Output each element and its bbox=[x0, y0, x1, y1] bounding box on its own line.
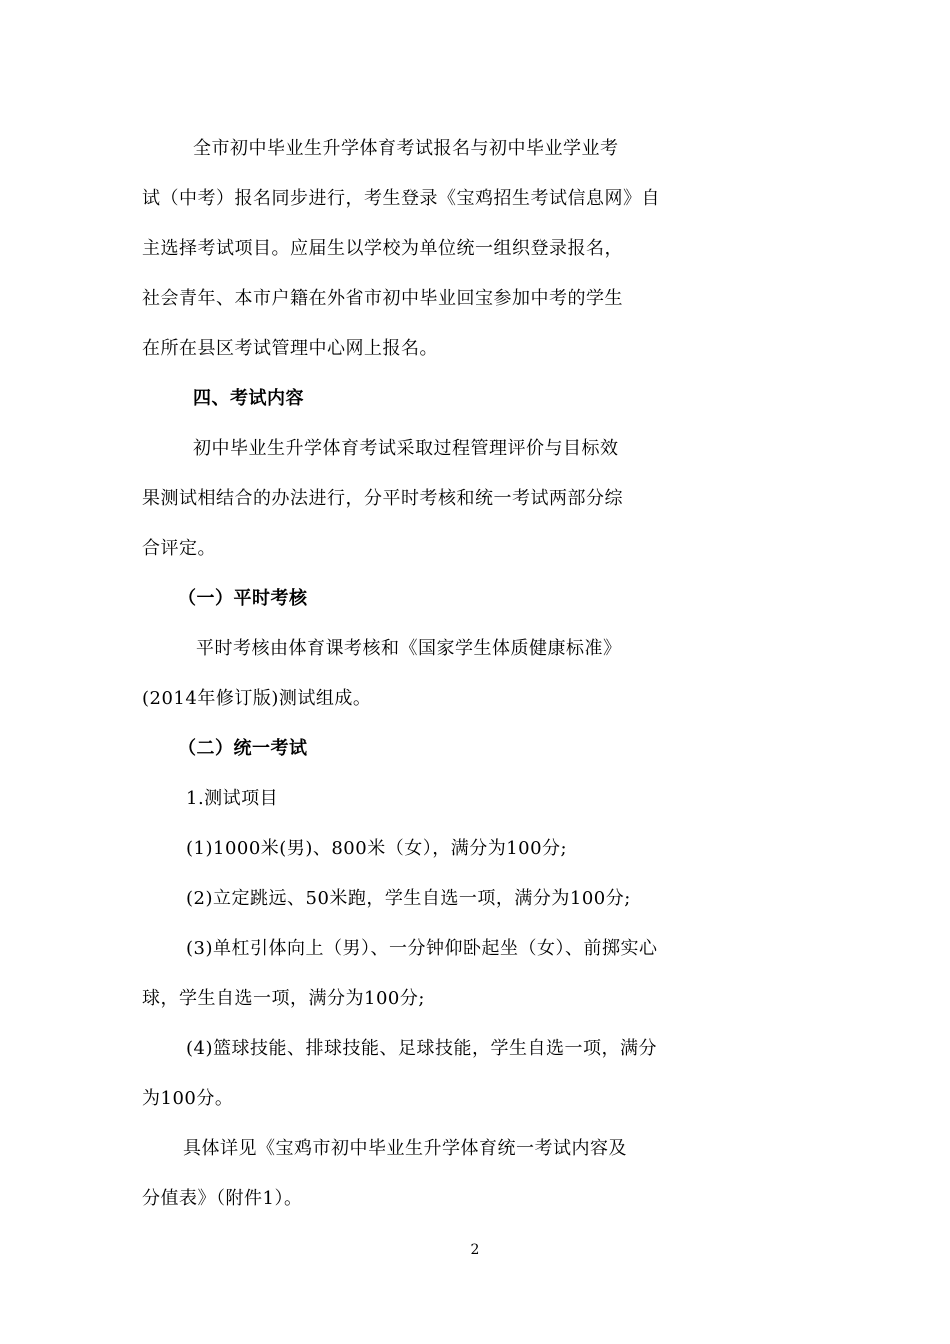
page-number: 2 bbox=[470, 1242, 480, 1258]
list-heading-test-items: 1.测试项目 bbox=[186, 788, 279, 809]
list-item-3-line-2: 球，学生自选一项，满分为100分; bbox=[142, 988, 425, 1009]
subheading-regular-assessment: （一）平时考核 bbox=[178, 588, 308, 609]
list-item-1: (1)1000米(男)、800米（女），满分为100分; bbox=[186, 838, 568, 859]
paragraph-2-line-1: 初中毕业生升学体育考试采取过程管理评价与目标效 bbox=[193, 438, 619, 459]
paragraph-1-line-2: 试（中考）报名同步进行，考生登录《宝鸡招生考试信息网》自 bbox=[142, 188, 660, 209]
paragraph-4-line-1: 具体详见《宝鸡市初中毕业生升学体育统一考试内容及 bbox=[183, 1138, 627, 1159]
list-item-4-line-2: 为100分。 bbox=[142, 1088, 234, 1109]
paragraph-2-line-3: 合评定。 bbox=[142, 538, 216, 559]
paragraph-3-line-2: (2014年修订版)测试组成。 bbox=[142, 688, 372, 709]
paragraph-1-line-4: 社会青年、本市户籍在外省市初中毕业回宝参加中考的学生 bbox=[142, 288, 623, 309]
paragraph-1-line-3: 主选择考试项目。应届生以学校为单位统一组织登录报名， bbox=[142, 238, 623, 259]
list-item-4-line-1: (4)篮球技能、排球技能、足球技能，学生自选一项，满分 bbox=[186, 1038, 657, 1059]
list-item-3-line-1: (3)单杠引体向上（男）、一分钟仰卧起坐（女）、前掷实心 bbox=[186, 938, 658, 959]
list-item-2: (2)立定跳远、50米跑，学生自选一项，满分为100分; bbox=[186, 888, 631, 909]
paragraph-3-line-1: 平时考核由体育课考核和《国家学生体质健康标准》 bbox=[196, 638, 622, 659]
paragraph-1-line-1: 全市初中毕业生升学体育考试报名与初中毕业学业考 bbox=[193, 138, 619, 159]
paragraph-2-line-2: 果测试相结合的办法进行，分平时考核和统一考试两部分综 bbox=[142, 488, 623, 509]
section-heading-exam-content: 四、考试内容 bbox=[193, 388, 304, 409]
paragraph-4-line-2: 分值表》（附件1）。 bbox=[142, 1188, 303, 1209]
subheading-unified-exam: （二）统一考试 bbox=[178, 738, 308, 759]
paragraph-1-line-5: 在所在县区考试管理中心网上报名。 bbox=[142, 338, 438, 359]
